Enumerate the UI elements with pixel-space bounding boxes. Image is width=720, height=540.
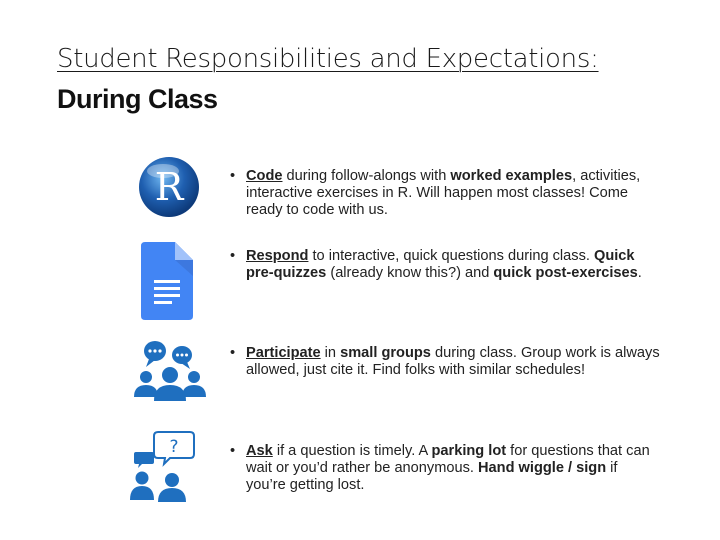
slide-subtitle: During Class — [57, 84, 218, 114]
group-chat-icon — [132, 337, 208, 403]
document-icon — [141, 242, 193, 320]
bullet-text: • Ask if a question is timely. A parking lot for questions that can wait or you’d rather be anonymous. Hand wiggle / sign if you’re getting lost. — [230, 443, 650, 493]
bullet-text: • Participate in small groups during class. Group work is always allowed, just cite it. Find folks with similar schedules! — [230, 345, 660, 378]
r-logo-icon — [137, 155, 201, 219]
bullet-text: • Code during follow-alongs with worked examples, activities, interactive exercises in R. Will happen most classes! Come ready to code with us. — [230, 168, 641, 218]
bullet-text: • Respond to interactive, quick questions during class. Quick pre-quizzes (already know this?) and quick post-exercises. — [230, 248, 642, 281]
slide-title: Student Responsibilities and Expectations: — [57, 44, 599, 74]
svg-text:?: ? — [169, 437, 179, 457]
question-people-icon — [128, 430, 198, 504]
svg-text:R: R — [154, 165, 184, 209]
